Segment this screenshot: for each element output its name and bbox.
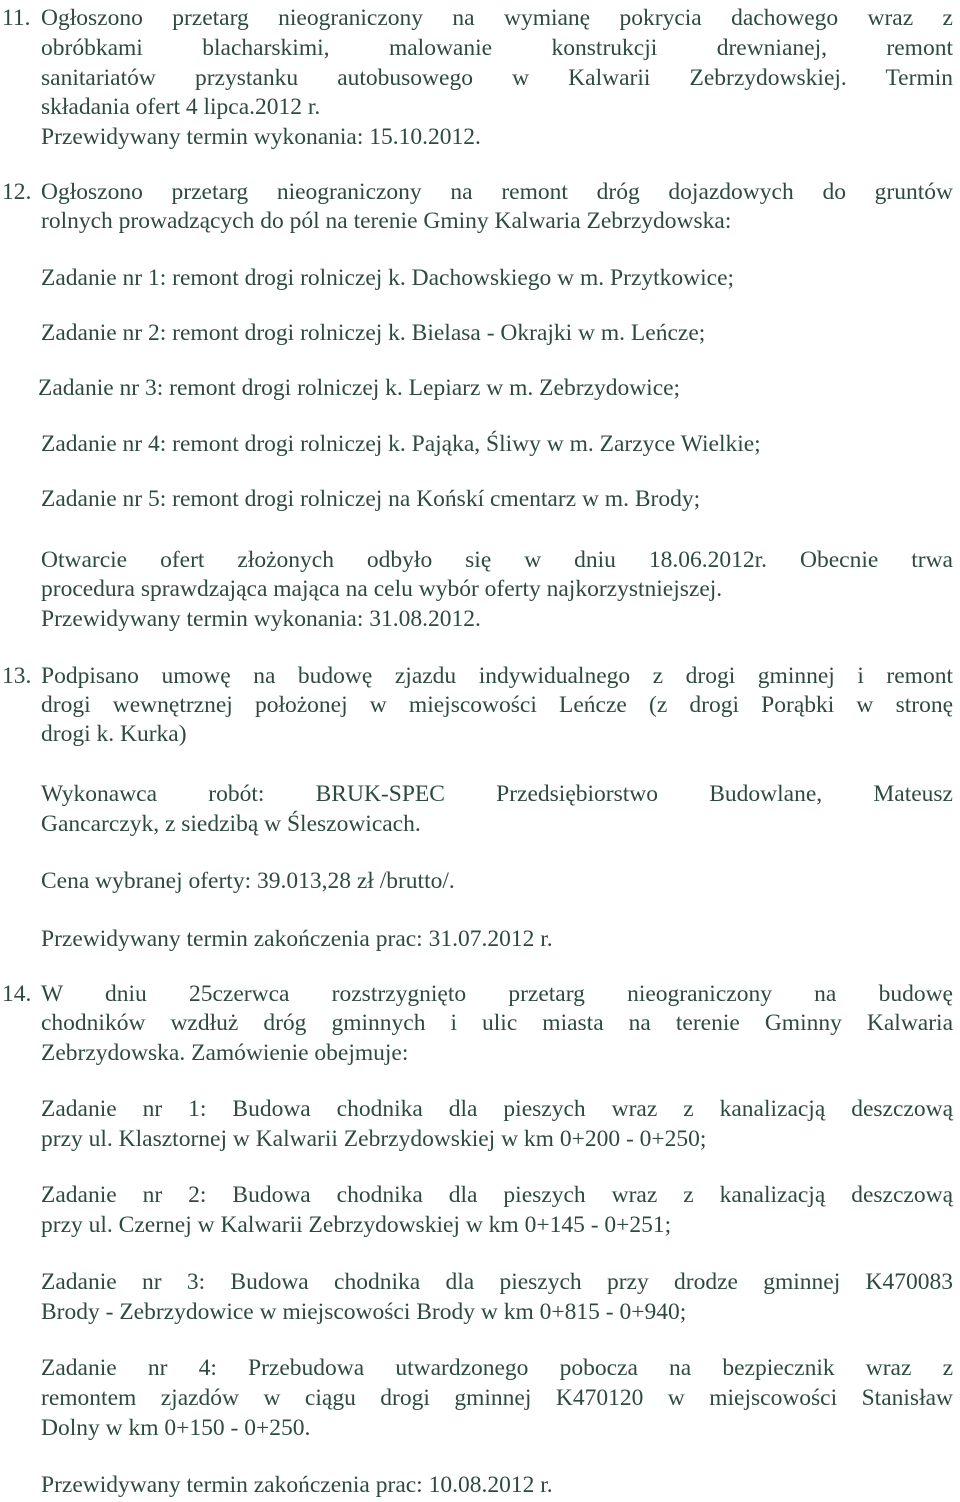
task-line: przy ul. Czernej w Kalwarii Zebrzydowskiej w km 0+145 - 0+251; [41, 1212, 672, 1238]
completion-date: Przewidywany termin wykonania: 15.10.2012. [41, 124, 481, 150]
completion-date: Przewidywany termin zakończenia prac: 10.08.2012 r. [41, 1472, 553, 1498]
paragraph-line: składania ofert 4 lipca.2012 r. [41, 94, 321, 120]
paragraph-line: Otwarcie ofert złożonych odbyło się w dniu 18.06.2012r. Obecnie trwa [41, 547, 953, 573]
item-number: 11. [2, 5, 31, 31]
completion-date: Przewidywany termin zakończenia prac: 31.07.2012 r. [41, 926, 553, 952]
task-line: Zadanie nr 5: remont drogi rolniczej na Końskí cmentarz w m. Brody; [41, 486, 701, 512]
task-line: Zadanie nr 2: Budowa chodnika dla pieszych wraz z kanalizacją deszczową [41, 1182, 953, 1208]
paragraph-line: sanitariatów przystanku autobusowego w Kalwarii Zebrzydowskiej. Termin [41, 65, 953, 91]
task-line: Zadanie nr 1: remont drogi rolniczej k. Dachowskiego w m. Przytkowice; [41, 265, 735, 291]
paragraph-line: Ogłoszono przetarg nieograniczony na wymianę pokrycia dachowego wraz z [41, 5, 953, 31]
task-line: Zadanie nr 3: remont drogi rolniczej k. Lepiarz w m. Zebrzydowice; [38, 375, 681, 401]
task-line: Brody - Zebrzydowice w miejscowości Brody w km 0+815 - 0+940; [41, 1299, 687, 1325]
paragraph-line: W dniu 25czerwca rozstrzygnięto przetarg nieograniczony na budowę [41, 981, 953, 1007]
paragraph-line: obróbkami blacharskimi, malowanie konstrukcji drewnianej, remont [41, 35, 953, 61]
task-line: przy ul. Klasztornej w Kalwarii Zebrzydowskiej w km 0+200 - 0+250; [41, 1126, 707, 1152]
item-number: 12. [2, 179, 32, 205]
paragraph-line: rolnych prowadzących do pól na terenie Gminy Kalwaria Zebrzydowska: [41, 208, 732, 234]
task-line: Zadanie nr 2: remont drogi rolniczej k. Bielasa - Okrajki w m. Leńcze; [41, 320, 706, 346]
contractor-line: Wykonawca robót: BRUK-SPEC Przedsiębiorstwo Budowlane, Mateusz [41, 781, 953, 807]
task-line: Dolny w km 0+150 - 0+250. [41, 1415, 311, 1441]
paragraph-line: Podpisano umowę na budowę zjazdu indywidualnego z drogi gminnej i remont [41, 663, 953, 689]
contractor-line: Gancarczyk, z siedzibą w Śleszowicach. [41, 811, 421, 837]
task-line: Zadanie nr 3: Budowa chodnika dla pieszych przy drodze gminnej K470083 [41, 1269, 953, 1295]
item-number: 14. [2, 981, 32, 1007]
paragraph-line: drogi wewnętrznej położonej w miejscowości Leńcze (z drogi Porąbki w stronę [41, 692, 953, 718]
paragraph-line: Ogłoszono przetarg nieograniczony na remont dróg dojazdowych do gruntów [41, 179, 953, 205]
paragraph-line: procedura sprawdzająca mająca na celu wybór oferty najkorzystniejszej. [41, 576, 723, 602]
paragraph-line: chodników wzdłuż dróg gminnych i ulic miasta na terenie Gminny Kalwaria [41, 1010, 953, 1036]
item-number: 13. [2, 663, 32, 689]
task-line: Zadanie nr 1: Budowa chodnika dla pieszych wraz z kanalizacją deszczową [41, 1096, 953, 1122]
paragraph-line: Zebrzydowska. Zamówienie obejmuje: [41, 1040, 409, 1066]
paragraph-line: drogi k. Kurka) [41, 721, 187, 747]
task-line: remontem zjazdów w ciągu drogi gminnej K470120 w miejscowości Stanisław [41, 1385, 953, 1411]
completion-date: Przewidywany termin wykonania: 31.08.2012. [41, 606, 481, 632]
task-line: Zadanie nr 4: remont drogi rolniczej k. Pająka, Śliwy w m. Zarzyce Wielkie; [41, 431, 761, 457]
price-line: Cena wybranej oferty: 39.013,28 zł /brutto/. [41, 868, 455, 894]
task-line: Zadanie nr 4: Przebudowa utwardzonego pobocza na bezpiecznik wraz z [41, 1355, 953, 1381]
